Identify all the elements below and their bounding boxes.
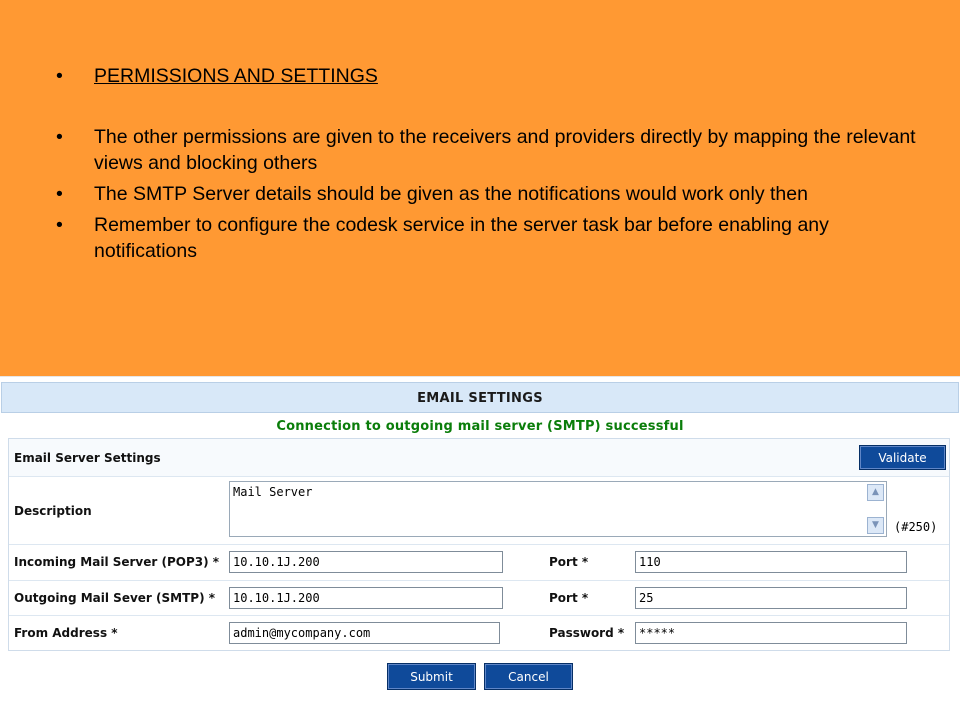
- cancel-button[interactable]: Cancel: [484, 663, 573, 690]
- bullet-dot: •: [56, 183, 63, 205]
- description-value: Mail Server: [233, 485, 313, 499]
- bullet-item: [56, 124, 916, 176]
- incoming-server-input[interactable]: 10.10.1J.200: [229, 551, 503, 573]
- textarea-scrollbar[interactable]: [867, 484, 884, 534]
- validate-button[interactable]: Validate: [859, 445, 946, 470]
- server-settings-label: Email Server Settings: [14, 451, 161, 465]
- description-row: [9, 476, 949, 545]
- outgoing-server-row: [9, 580, 949, 616]
- bullet-text: Remember to configure the codesk service in the server task bar before enabling any notifications: [94, 214, 829, 262]
- email-settings-panel: [0, 376, 960, 721]
- char-counter: (#250): [894, 520, 938, 534]
- from-address-row: [9, 615, 949, 650]
- incoming-port-label: Port *: [549, 555, 589, 569]
- bullet-dot: •: [56, 126, 63, 148]
- bullet-item: [56, 63, 916, 89]
- bullet-dot: •: [56, 214, 63, 236]
- form-header-row: [9, 439, 949, 477]
- bullet-text: The SMTP Server details should be given as the notifications would work only then: [94, 183, 808, 205]
- outgoing-server-label: Outgoing Mail Sever (SMTP) *: [14, 591, 216, 605]
- scroll-down-icon[interactable]: ▼: [867, 517, 884, 534]
- slide-heading: PERMISSIONS AND SETTINGS: [94, 65, 378, 87]
- password-input[interactable]: *****: [635, 622, 907, 644]
- description-label: Description: [14, 504, 92, 518]
- bullet-item: [56, 212, 916, 264]
- incoming-server-row: [9, 544, 949, 581]
- bullet-item: [56, 181, 916, 207]
- incoming-port-input[interactable]: 110: [635, 551, 907, 573]
- bullet-text: The other permissions are given to the receivers and providers directly by mapping the relevant views and blocking others: [94, 126, 916, 174]
- submit-button[interactable]: Submit: [387, 663, 476, 690]
- bullet-list: [56, 63, 916, 264]
- incoming-server-label: Incoming Mail Server (POP3) *: [14, 555, 220, 569]
- description-textarea[interactable]: [229, 481, 887, 537]
- status-message: Connection to outgoing mail server (SMTP) successful: [276, 419, 684, 434]
- password-label: Password *: [549, 626, 625, 640]
- from-address-input[interactable]: admin@mycompany.com: [229, 622, 500, 644]
- email-server-form: [8, 438, 950, 651]
- panel-title: EMAIL SETTINGS: [1, 382, 959, 413]
- from-address-label: From Address *: [14, 626, 118, 640]
- outgoing-server-input[interactable]: 10.10.1J.200: [229, 587, 503, 609]
- outgoing-port-input[interactable]: 25: [635, 587, 907, 609]
- scroll-up-icon[interactable]: ▲: [867, 484, 884, 501]
- bullet-dot: •: [56, 65, 63, 87]
- outgoing-port-label: Port *: [549, 591, 589, 605]
